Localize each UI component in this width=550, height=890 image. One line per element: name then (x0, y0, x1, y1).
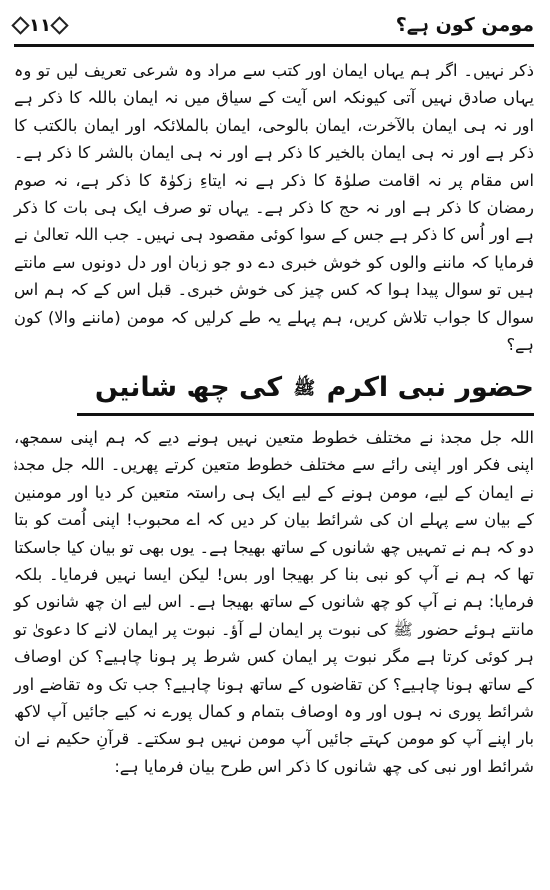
salutation-icon: ﷺ (293, 377, 316, 399)
diamond-ornament-icon (11, 16, 29, 34)
header-rule (14, 44, 534, 47)
heading-text-after: کی چھ شانیں (94, 372, 283, 404)
page-header (14, 8, 534, 42)
section-heading-wrap (14, 366, 534, 416)
body-paragraph-2: اللہ جل مجدہٗ نے مختلف خطوط متعین نہیں ہونے دیے کہ ہم اپنی سمجھ، اپنی فکر اور اپنی رائے سے مختلف خطوط متعین کرتے پھریں۔ اللہ جل مجدہٗ نے ایمان کے لیے، مومن ہونے کے لیے ایک ہی راستہ متعین کر دیا اور مومنین کے بیان سے پہلے ان کی شرائط بیان کر دیں کہ اے محبوب! اپنی اُمت کو بتا دو کہ ہم نے تمہیں چھ شانوں کے ساتھ بھیجا ہے۔ یوں بھی تو بیان کیا جاسکتا تھا کہ ہم نے آپ کو نبی بنا کر بھیجا اور بس! لیکن ایسا نہیں فرمایا۔ بلکہ فرمایا: ہم نے آپ کو چھ شانوں کے ساتھ بھیجا ہے۔ اس لیے ان چھ شانوں کو مانتے ہوئے حضور ﷺ کی نبوت پر ایمان لے آؤ۔ نبوت پر ایمان لانے کا دعویٰ تو ہر کوئی کرتا ہے مگر نبوت پر ایمان کس شرط پر ہونا چاہیے؟ کن اوصاف کے ساتھ ہونا چاہیے؟ کن تقاضوں کے ساتھ ہونا چاہیے؟ جب تک وہ تقاضے اور شرائط پوری نہ ہوں اور وہ اوصاف بتمام و کمال پورے نہ کیے جائیں آپ لاکھ بار اپنے آپ کو مومن کہتے جائیں آپ مومن نہیں ہو سکتے۔ قرآنِ حکیم نے ان شرائط اور نبی کی چھ شانوں کا ذکر اس طرح بیان فرمایا ہے: (14, 427, 534, 776)
heading-text-before: حضور نبی اکرم (326, 372, 534, 404)
section-heading (77, 366, 534, 416)
body-paragraph-1: ذکر نہیں۔ اگر ہم یہاں ایمان اور کتب سے مراد وہ شرعی تعریف لیں تو وہ یہاں صادق نہیں آتی کیونکہ اس آیت کے سیاق میں نہ ایمان باللہ کا ذکر ہے اور نہ ہی ایمان بالآخرت، ایمان بالوحی، ایمان بالملائکہ اور ایمان بالکتب کا ذکر ہے اور نہ ہی ایمان بالخیر کا ذکر ہے اور نہ ہی ایمان بالشر کا ذکر ہے۔ اس مقام پر نہ اقامت صلوٰۃ کا ذکر ہے نہ ایتاءِ زکوٰۃ کا ذکر ہے، نہ صوم رمضان کا ذکر ہے اور نہ حج کا ذکر ہے۔ یہاں تو صرف ایک ہی بات کا ذکر ہے اور اُس کا ذکر ہے جس کے سوا کوئی مقصود ہی نہیں۔ جب اللہ تعالیٰ نے فرمایا کہ ماننے والوں کو خوش خبری دے دو جو زبان اور دل دونوں سے مانتے ہیں تو سوال پیدا ہوا کہ کس چیز کی خوش خبری۔ قبل اس کے کہ ہم اس سوال کا جواب تلاش کریں، ہم پہلے یہ طے کرلیں کہ مومن (ماننے والا) کون ہے؟ (14, 61, 534, 355)
diamond-ornament-icon (50, 16, 68, 34)
running-title: مومن کون ہے؟ (395, 14, 534, 36)
page-number: ۱۱ (29, 14, 51, 36)
page-number-block (14, 15, 66, 36)
